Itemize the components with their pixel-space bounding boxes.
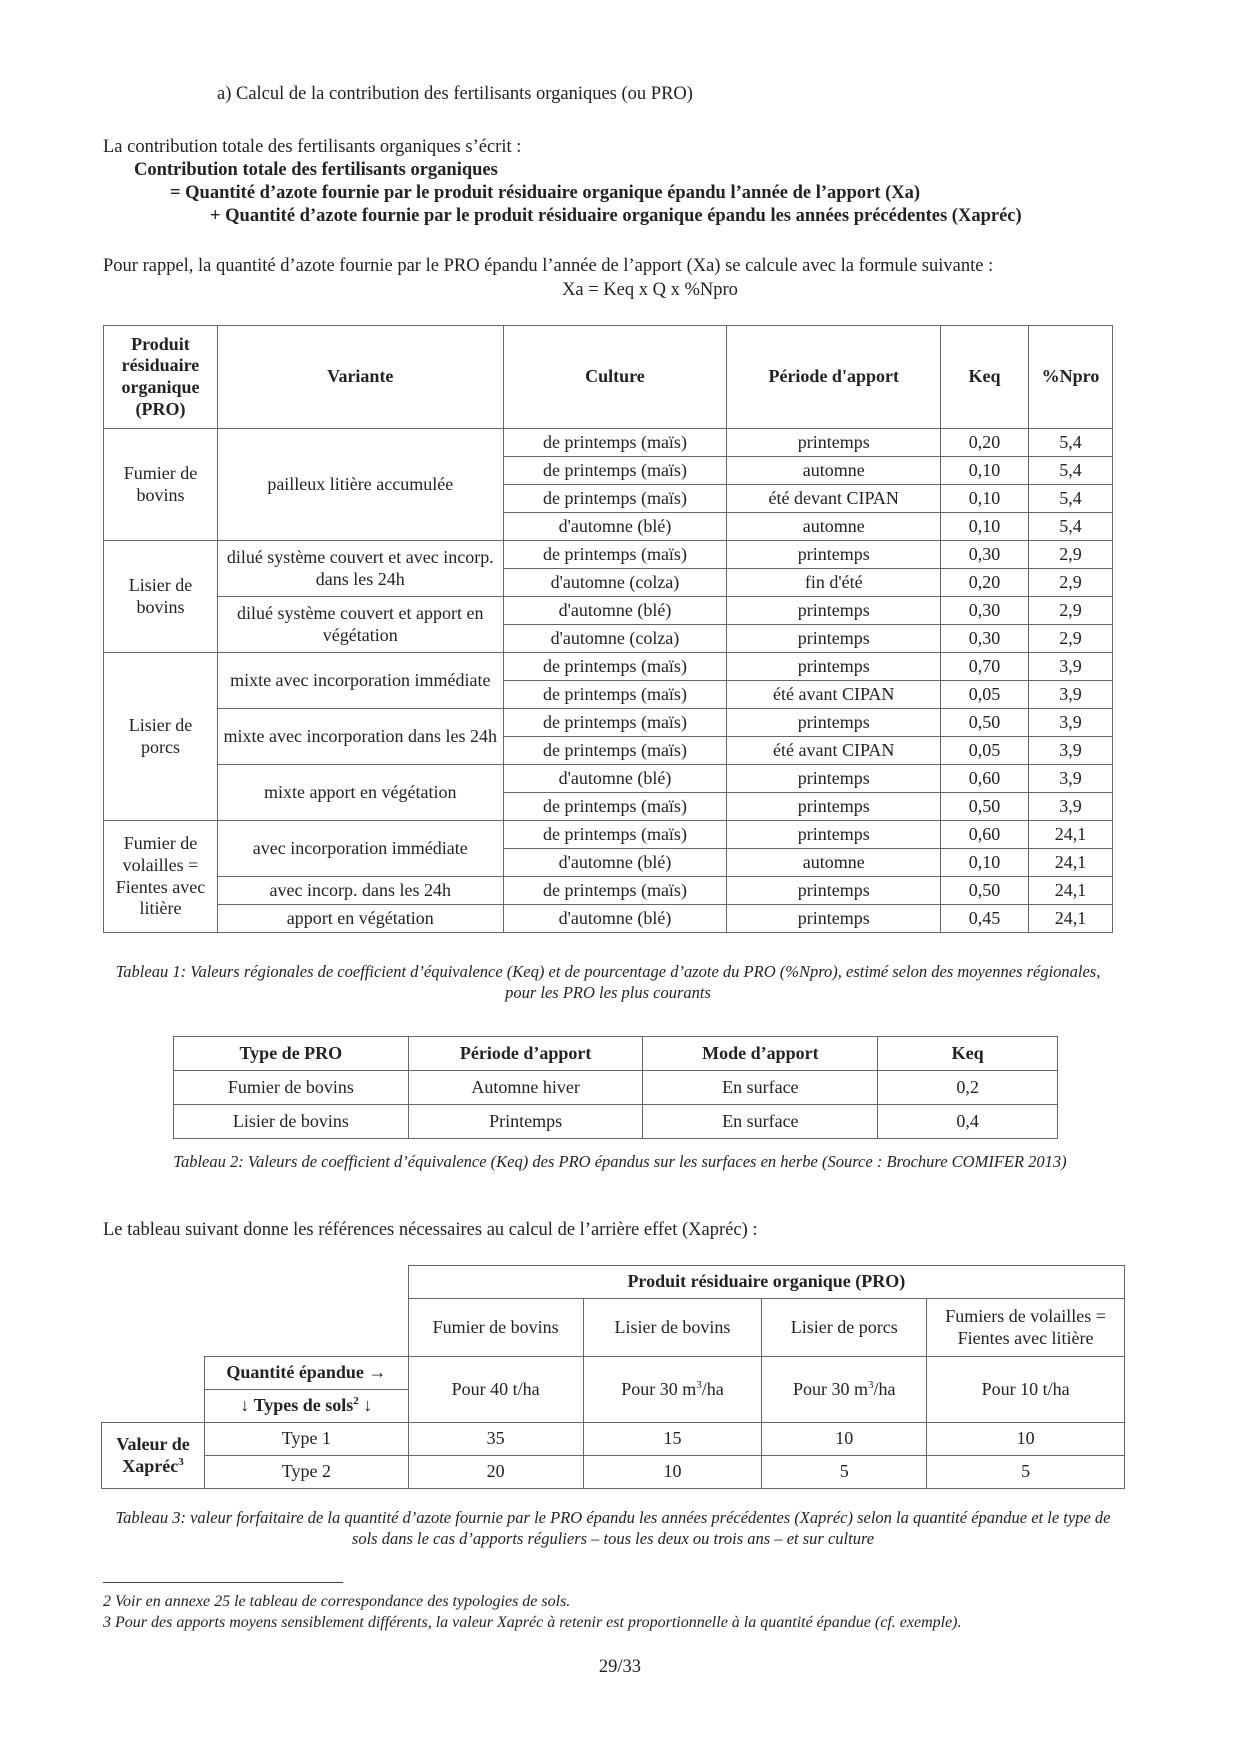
- table-2-cell: Printemps: [408, 1105, 643, 1139]
- table-1-periode: printemps: [727, 597, 941, 625]
- table-1-npro: 24,1: [1028, 877, 1112, 905]
- table-3-value: 10: [927, 1423, 1125, 1456]
- rappel-text: Pour rappel, la quantité d’azote fournie par le PRO épandu l’année de l’apport (Xa) se calcule avec la formule suivante :: [103, 256, 994, 276]
- table-2-header: Type de PRO: [174, 1037, 409, 1071]
- table-1-row: [104, 597, 1113, 625]
- table-1-npro: 5,4: [1028, 513, 1112, 541]
- table-3-soil-type: Type 1: [204, 1423, 408, 1456]
- table-1-keq: 0,70: [941, 653, 1029, 681]
- table-1-npro: 3,9: [1028, 653, 1112, 681]
- table-1-keq: 0,30: [941, 541, 1029, 569]
- table-2-header: Keq: [878, 1037, 1058, 1071]
- table-2-cell: Lisier de bovins: [174, 1105, 409, 1139]
- table-1-culture: d'automne (blé): [503, 765, 727, 793]
- table-1-header: Keq: [941, 326, 1029, 429]
- table-1-culture: de printemps (maïs): [503, 793, 727, 821]
- table-3-value: 10: [583, 1456, 762, 1489]
- table-1-variante: pailleux litière accumulée: [217, 429, 503, 541]
- table-1-row: [104, 905, 1113, 933]
- page-number: 29/33: [598, 1657, 642, 1677]
- table-2-row: [174, 1105, 1058, 1139]
- table-1-periode: printemps: [727, 625, 941, 653]
- table-1-header: Produit résiduaire organique (PRO): [104, 326, 218, 429]
- table-1-periode: été avant CIPAN: [727, 737, 941, 765]
- table-1-culture: d'automne (colza): [503, 569, 727, 597]
- table-1-culture: de printemps (maïs): [503, 737, 727, 765]
- table-1-culture: de printemps (maïs): [503, 485, 727, 513]
- table-1-npro: 3,9: [1028, 793, 1112, 821]
- footnote-2: 2 Voir en annexe 25 le tableau de correspondance des typologies de sols.: [103, 1593, 571, 1610]
- table-1-culture: de printemps (maïs): [503, 653, 727, 681]
- table-1-culture: de printemps (maïs): [503, 541, 727, 569]
- formula-line-1: Contribution totale des fertilisants organiques: [134, 160, 498, 180]
- table-3-blank: [102, 1390, 205, 1423]
- table-3-value: 15: [583, 1423, 762, 1456]
- table-1-culture: d'automne (blé): [503, 513, 727, 541]
- table-1-periode: printemps: [727, 765, 941, 793]
- table-1-variante: apport en végétation: [217, 905, 503, 933]
- table-3-value: 5: [762, 1456, 927, 1489]
- table-1-variante: mixte apport en végétation: [217, 765, 503, 821]
- page-number-wrap: [0, 1657, 1240, 1678]
- table-2: [173, 1036, 1058, 1139]
- table-2-cell: En surface: [643, 1071, 878, 1105]
- table-1: [103, 325, 1113, 933]
- table-1-keq: 0,30: [941, 625, 1029, 653]
- table-3-blank: [102, 1266, 409, 1299]
- table-1-npro: 24,1: [1028, 849, 1112, 877]
- table-1-keq: 0,10: [941, 485, 1029, 513]
- table-1-periode: printemps: [727, 793, 941, 821]
- table-1-keq: 0,60: [941, 821, 1029, 849]
- table-1-periode: été avant CIPAN: [727, 681, 941, 709]
- table-3-qty: Pour 30 $m^3/ha$: [762, 1357, 927, 1423]
- table-1-row: [104, 821, 1113, 849]
- formula-line-2: = Quantité d’azote fournie par le produit résiduaire organique épandu l’année de l’apport (Xa): [170, 183, 921, 203]
- table-1-periode: printemps: [727, 541, 941, 569]
- intro-text: La contribution totale des fertilisants organiques s’écrit :: [103, 137, 522, 157]
- table-3-value: 35: [408, 1423, 583, 1456]
- formula-line-3: + Quantité d’azote fournie par le produit résiduaire organique épandu les années précédentes (Xapréc): [210, 206, 1022, 226]
- table-3-value: 20: [408, 1456, 583, 1489]
- table-1-keq: 0,50: [941, 709, 1029, 737]
- table-1-keq: 0,05: [941, 681, 1029, 709]
- table-3-qty-label: Quantité épandue →: [204, 1357, 408, 1390]
- table-3: [101, 1265, 1125, 1489]
- table-1-keq: 0,45: [941, 905, 1029, 933]
- table-2-cell: 0,2: [878, 1071, 1058, 1105]
- table-1-variante: avec incorporation immédiate: [217, 821, 503, 877]
- table-1-keq: 0,50: [941, 793, 1029, 821]
- table-1-variante: dilué système couvert et apport en végétation: [217, 597, 503, 653]
- table-1-periode: printemps: [727, 653, 941, 681]
- table-1-header: Variante: [217, 326, 503, 429]
- table-1-row: [104, 877, 1113, 905]
- table-1-pro: Fumier de volailles = Fientes avec litière: [104, 821, 218, 933]
- table-2-cell: Fumier de bovins: [174, 1071, 409, 1105]
- table-3-lead: Le tableau suivant donne les références nécessaires au calcul de l’arrière effet (Xapréc) :: [103, 1220, 758, 1240]
- table-1-variante: avec incorp. dans les 24h: [217, 877, 503, 905]
- table-3-qty: Pour 30 $m^3/ha$: [583, 1357, 762, 1423]
- table-2-cell: 0,4: [878, 1105, 1058, 1139]
- table-1-keq: 0,10: [941, 513, 1029, 541]
- table-1-culture: d'automne (blé): [503, 849, 727, 877]
- table-3-pro-header: Lisier de bovins: [583, 1299, 762, 1357]
- table-1-periode: printemps: [727, 821, 941, 849]
- table-1-npro: 2,9: [1028, 625, 1112, 653]
- table-1-row: [104, 653, 1113, 681]
- xa-formula: Xa = Keq x Q x %Npro: [562, 280, 738, 300]
- table-3-pro-header: Fumiers de volailles = Fientes avec litière: [927, 1299, 1125, 1357]
- table-2-cell: En surface: [643, 1105, 878, 1139]
- table-3-blank: [102, 1299, 409, 1357]
- table-1-keq: 0,05: [941, 737, 1029, 765]
- table-1-culture: de printemps (maïs): [503, 681, 727, 709]
- table-1-row: [104, 709, 1113, 737]
- footnote-separator: [103, 1582, 343, 1583]
- table-1-npro: 3,9: [1028, 709, 1112, 737]
- table-1-culture: de printemps (maïs): [503, 709, 727, 737]
- table-1-header: %Npro: [1028, 326, 1112, 429]
- table-1-variante: dilué système couvert et avec incorp. dans les 24h: [217, 541, 503, 597]
- table-1-periode: automne: [727, 849, 941, 877]
- table-1-pro: Fumier de bovins: [104, 429, 218, 541]
- table-1-keq: 0,10: [941, 849, 1029, 877]
- table-3-soil-type: Type 2: [204, 1456, 408, 1489]
- table-3-row-label: Valeur de Xapréc$^3$: [102, 1423, 205, 1489]
- table-1-periode: fin d'été: [727, 569, 941, 597]
- table-3-value: 10: [762, 1423, 927, 1456]
- table-1-npro: 2,9: [1028, 597, 1112, 625]
- table-1-culture: d'automne (blé): [503, 597, 727, 625]
- table-1-npro: 3,9: [1028, 765, 1112, 793]
- table-3-soil-label: ↓ Types de sols$^2$ ↓: [204, 1390, 408, 1423]
- table-1-periode: printemps: [727, 905, 941, 933]
- table-1-periode: printemps: [727, 429, 941, 457]
- table-1-header: Culture: [503, 326, 727, 429]
- table-1-keq: 0,30: [941, 597, 1029, 625]
- table-3-caption: Tableau 3: valeur forfaitaire de la quantité d’azote fournie par le PRO épandu les années précédentes (Xapréc) selon la quantité épandue et le type de sols dans le cas d’apports réguliers – tous les deux ou trois ans – et sur culture: [115, 1508, 1111, 1548]
- table-1-variante: mixte avec incorporation immédiate: [217, 653, 503, 709]
- table-1-npro: 3,9: [1028, 681, 1112, 709]
- table-1-culture: d'automne (blé): [503, 905, 727, 933]
- table-1-npro: 3,9: [1028, 737, 1112, 765]
- table-3-qty: Pour 10 t/ha: [927, 1357, 1125, 1423]
- table-1-culture: d'automne (colza): [503, 625, 727, 653]
- table-1-npro: 5,4: [1028, 485, 1112, 513]
- table-1-header: Période d'apport: [727, 326, 941, 429]
- table-1-periode: automne: [727, 457, 941, 485]
- table-1-culture: de printemps (maïs): [503, 429, 727, 457]
- table-1-periode: automne: [727, 513, 941, 541]
- table-1-npro: 5,4: [1028, 457, 1112, 485]
- table-1-keq: 0,10: [941, 457, 1029, 485]
- table-1-culture: de printemps (maïs): [503, 821, 727, 849]
- table-1-keq: 0,20: [941, 569, 1029, 597]
- table-3-value: 5: [927, 1456, 1125, 1489]
- table-1-pro: Lisier de porcs: [104, 653, 218, 821]
- table-3-top-header: Produit résiduaire organique (PRO): [408, 1266, 1124, 1299]
- table-1-row: [104, 429, 1113, 457]
- table-1-keq: 0,50: [941, 877, 1029, 905]
- section-title: a) Calcul de la contribution des fertilisants organiques (ou PRO): [217, 84, 693, 104]
- table-1-npro: 2,9: [1028, 569, 1112, 597]
- table-1-variante: mixte avec incorporation dans les 24h: [217, 709, 503, 765]
- table-1-culture: de printemps (maïs): [503, 457, 727, 485]
- table-1-npro: 2,9: [1028, 541, 1112, 569]
- table-1-periode: printemps: [727, 877, 941, 905]
- table-1-culture: de printemps (maïs): [503, 877, 727, 905]
- footnote-3: 3 Pour des apports moyens sensiblement différents, la valeur Xapréc à retenir est proportionnelle à la quantité épandue (cf. exemple).: [103, 1614, 962, 1631]
- table-3-pro-header: Fumier de bovins: [408, 1299, 583, 1357]
- table-2-caption: Tableau 2: Valeurs de coefficient d’équivalence (Keq) des PRO épandus sur les surfaces en herbe (Source : Brochure COMIFER 2013): [173, 1152, 1067, 1171]
- table-1-periode: printemps: [727, 709, 941, 737]
- table-2-header: Période d’apport: [408, 1037, 643, 1071]
- table-2-cell: Automne hiver: [408, 1071, 643, 1105]
- table-1-periode: été devant CIPAN: [727, 485, 941, 513]
- table-1-npro: 24,1: [1028, 905, 1112, 933]
- table-1-npro: 5,4: [1028, 429, 1112, 457]
- table-1-npro: 24,1: [1028, 821, 1112, 849]
- table-1-caption: Tableau 1: Valeurs régionales de coefficient d’équivalence (Keq) et de pourcentage d’azote du PRO (%Npro), estimé selon des moyennes régionales, pour les PRO les plus courants: [115, 962, 1101, 1002]
- table-3-qty: Pour 40 t/ha: [408, 1357, 583, 1423]
- table-2-row: [174, 1071, 1058, 1105]
- table-1-row: [104, 765, 1113, 793]
- table-1-keq: 0,20: [941, 429, 1029, 457]
- table-1-keq: 0,60: [941, 765, 1029, 793]
- table-1-row: [104, 541, 1113, 569]
- table-2-header: Mode d’apport: [643, 1037, 878, 1071]
- table-1-pro: Lisier de bovins: [104, 541, 218, 653]
- table-3-pro-header: Lisier de porcs: [762, 1299, 927, 1357]
- table-3-blank: [102, 1357, 205, 1390]
